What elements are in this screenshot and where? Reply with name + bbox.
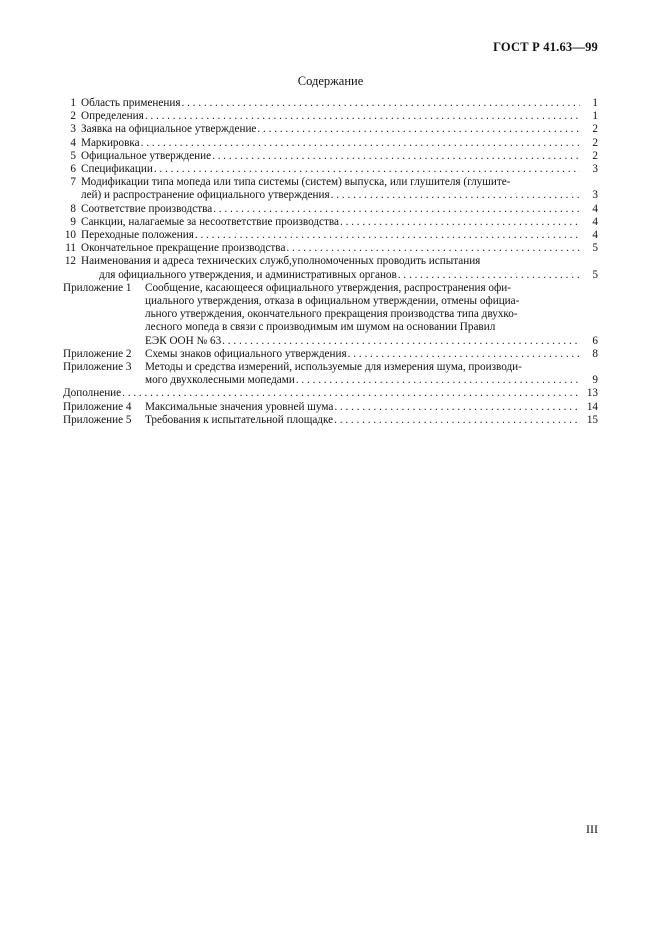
- toc-entry-title: ЕЭК ООН № 63: [145, 334, 222, 347]
- toc-entry-title: Сообщение, касающееся официального утверждения, распространения офи-: [145, 281, 511, 294]
- toc-entry-title: циального утверждения, отказа в официальном утверждении, отмены официа-: [145, 295, 520, 308]
- dot-leader: [286, 242, 580, 255]
- toc-entry-title: Маркировка: [81, 136, 140, 149]
- toc-entry-page: 14: [586, 400, 598, 413]
- dot-leader: [348, 348, 580, 361]
- toc-entry-title: Соответствие производства: [81, 202, 213, 215]
- toc-entry-page: 5: [592, 268, 598, 281]
- dot-leader: [334, 401, 580, 414]
- toc-entry-title: Область применения: [81, 97, 181, 109]
- toc-entry-number: 8: [70, 202, 76, 215]
- toc-entry-title: Методы и средства измерений, используемые для измерения шума, производи-: [145, 361, 522, 374]
- dot-leader: [181, 97, 580, 110]
- toc-entry-page: 3: [592, 189, 598, 202]
- toc-entry-number: Приложение 4: [63, 400, 132, 413]
- toc-entry-number: Приложение 3: [63, 361, 132, 374]
- toc-entry[interactable]: [63, 242, 598, 255]
- toc-entry-number: 10: [64, 229, 76, 242]
- toc-entry[interactable]: [63, 229, 598, 242]
- dot-leader: [195, 229, 580, 242]
- toc-entry[interactable]: [63, 282, 598, 348]
- toc-entry-title: лей) и распространение официального утверждения: [81, 189, 330, 202]
- toc-entry-page: 3: [592, 163, 598, 176]
- toc-entry-title: Модификации типа мопеда или типа системы (систем) выпуска, или глушителя (глушите-: [81, 176, 511, 189]
- toc-entry-page: 2: [592, 123, 598, 136]
- toc-entry-title: Спецификации: [81, 163, 153, 176]
- dot-leader: [122, 387, 580, 400]
- toc-entry[interactable]: [63, 401, 598, 414]
- toc-entry[interactable]: [63, 203, 598, 216]
- toc-entry-page: 4: [592, 229, 598, 242]
- toc-entry-page: 2: [592, 149, 598, 162]
- toc-entry-number: 5: [70, 149, 76, 162]
- toc-entry-number: 1: [70, 97, 76, 109]
- toc-entry-number: Приложение 1: [63, 281, 132, 294]
- toc-entry-page: 1: [592, 97, 598, 109]
- toc-entry-title: Санкции, налагаемые за несоответствие производства: [81, 215, 339, 228]
- toc-entry[interactable]: [63, 255, 598, 281]
- toc-entry-page: 2: [592, 136, 598, 149]
- dot-leader: [257, 123, 580, 136]
- toc-entry-title: Наименования и адреса технических служб,уполномоченных проводить испытания: [81, 255, 481, 268]
- dot-leader: [222, 335, 580, 348]
- dot-leader: [398, 269, 580, 282]
- page-number: III: [586, 822, 598, 836]
- toc-entry-number: Приложение 2: [63, 347, 132, 360]
- toc-entry[interactable]: [63, 110, 598, 123]
- dot-leader: [145, 110, 580, 123]
- toc-entry[interactable]: [63, 414, 598, 427]
- toc-entry-page: 6: [592, 334, 598, 347]
- toc-entry-number: 11: [65, 242, 76, 255]
- toc-entry-page: 15: [586, 413, 598, 426]
- toc-entry-title: Схемы знаков официального утверждения: [145, 347, 347, 360]
- standard-code: ГОСТ Р 41.63—99: [493, 40, 598, 54]
- toc-entry-title: Официальное утверждение: [81, 149, 212, 162]
- toc-entry-number: 4: [70, 136, 76, 149]
- toc-entry[interactable]: [63, 97, 598, 110]
- dot-leader: [154, 163, 580, 176]
- toc-entry-page: 5: [592, 242, 598, 255]
- toc-entry-number: 6: [70, 163, 76, 176]
- toc-entry-page: 4: [592, 215, 598, 228]
- toc-title: Содержание: [297, 74, 364, 88]
- toc-entry[interactable]: [63, 176, 598, 202]
- toc-entry-title: Дополнение: [63, 387, 122, 400]
- dot-leader: [141, 137, 580, 150]
- toc-entry-number: 12: [64, 255, 76, 268]
- toc-entry[interactable]: [63, 387, 598, 400]
- toc-entry-number: 7: [70, 176, 76, 189]
- toc-entry[interactable]: [63, 348, 598, 361]
- toc-entry-title: Заявка на официальное утверждение: [81, 123, 257, 136]
- toc-entry-page: 8: [592, 347, 598, 360]
- toc-entry-title: Окончательное прекращение производства: [81, 242, 286, 255]
- toc-entry-title: для официального утверждения, и административных органов: [99, 268, 397, 281]
- toc-entry-page: 9: [592, 374, 598, 387]
- toc-entry[interactable]: [63, 123, 598, 136]
- toc-entry[interactable]: [63, 150, 598, 163]
- toc-entry-title: Максимальные значения уровней шума: [145, 400, 334, 413]
- toc-entry-title: мого двухколесными мопедами: [145, 374, 295, 387]
- table-of-contents: [63, 97, 598, 427]
- toc-entry-page: 1: [592, 110, 598, 123]
- toc-entry-page: 4: [592, 202, 598, 215]
- toc-entry-title: Определения: [81, 110, 144, 123]
- toc-entry[interactable]: [63, 137, 598, 150]
- dot-leader: [213, 203, 580, 216]
- dot-leader: [340, 216, 580, 229]
- toc-entry[interactable]: [63, 361, 598, 387]
- toc-entry-number: 9: [70, 215, 76, 228]
- toc-entry-number: 2: [70, 110, 76, 123]
- toc-entry-page: 13: [586, 387, 598, 400]
- toc-entry-title: льного утверждения, окончательного прекращения производства типа двухко-: [145, 308, 518, 321]
- dot-leader: [331, 189, 580, 202]
- toc-entry-title: лесного мопеда в связи с производимым им шумом на основании Правил: [145, 321, 496, 334]
- toc-entry[interactable]: [63, 163, 598, 176]
- dot-leader: [334, 414, 580, 427]
- toc-entry-number: 3: [70, 123, 76, 136]
- toc-entry-title: Требования к испытательной площадке: [145, 413, 334, 426]
- dot-leader: [212, 150, 580, 163]
- toc-entry-title: Переходные положения: [81, 229, 194, 242]
- toc-entry[interactable]: [63, 216, 598, 229]
- dot-leader: [296, 374, 580, 387]
- toc-entry-number: Приложение 5: [63, 413, 132, 426]
